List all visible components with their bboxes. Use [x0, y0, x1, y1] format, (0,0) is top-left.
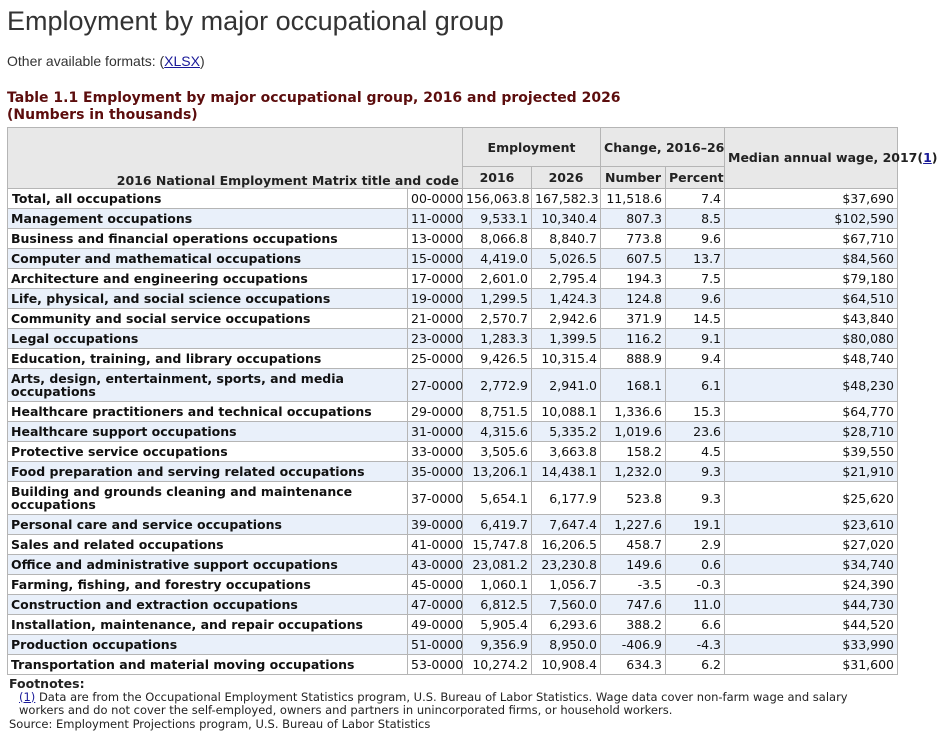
change-number: 523.8: [601, 482, 666, 515]
employment-2016: 1,299.5: [463, 289, 532, 309]
employment-2026: 7,647.4: [532, 515, 601, 535]
table-row: [8, 555, 898, 575]
change-percent: -4.3: [666, 635, 725, 655]
occupation-code: 47-0000: [408, 595, 463, 615]
change-number: 388.2: [601, 615, 666, 635]
footnotes: [9, 677, 894, 731]
employment-2016: 1,060.1: [463, 575, 532, 595]
employment-2026: 10,340.4: [532, 209, 601, 229]
change-number: 747.6: [601, 595, 666, 615]
occupation-title: Healthcare practitioners and technical occupations: [8, 402, 408, 422]
employment-table: [7, 127, 938, 675]
table-caption: [7, 90, 897, 124]
change-percent: 19.1: [666, 515, 725, 535]
change-number: 634.3: [601, 655, 666, 675]
employment-2026: 2,795.4: [532, 269, 601, 289]
occupation-title: Arts, design, entertainment, sports, and media occupations: [8, 369, 408, 402]
table-row: [8, 482, 898, 515]
occupation-title: Education, training, and library occupations: [8, 349, 408, 369]
employment-2016: 4,315.6: [463, 422, 532, 442]
median-wage: $23,610: [725, 515, 898, 535]
employment-2026: 10,908.4: [532, 655, 601, 675]
occupation-title: Installation, maintenance, and repair occupations: [8, 615, 408, 635]
table-row: [8, 655, 898, 675]
median-wage: $28,710: [725, 422, 898, 442]
header-2026: 2026: [532, 167, 601, 189]
median-wage: $33,990: [725, 635, 898, 655]
employment-2026: 2,941.0: [532, 369, 601, 402]
page-title: Employment by major occupational group: [7, 6, 504, 36]
change-number: 116.2: [601, 329, 666, 349]
employment-2016: 10,274.2: [463, 655, 532, 675]
occupation-title: Food preparation and serving related occupations: [8, 462, 408, 482]
occupation-code: 11-0000: [408, 209, 463, 229]
table-row: [8, 595, 898, 615]
change-number: 607.5: [601, 249, 666, 269]
table-row: [8, 442, 898, 462]
change-percent: 13.7: [666, 249, 725, 269]
formats-prefix: Other available formats: (: [7, 53, 165, 69]
occupation-title: Transportation and material moving occupations: [8, 655, 408, 675]
table-row: [8, 249, 898, 269]
change-number: 168.1: [601, 369, 666, 402]
occupation-code: 31-0000: [408, 422, 463, 442]
footnotes-heading: Footnotes:: [9, 676, 85, 691]
occupation-title: Architecture and engineering occupations: [8, 269, 408, 289]
median-wage: $48,230: [725, 369, 898, 402]
median-wage: $64,510: [725, 289, 898, 309]
employment-2016: 5,654.1: [463, 482, 532, 515]
occupation-title: Protective service occupations: [8, 442, 408, 462]
occupation-code: 39-0000: [408, 515, 463, 535]
table-body: [8, 189, 898, 675]
change-number: 149.6: [601, 555, 666, 575]
change-percent: 7.5: [666, 269, 725, 289]
change-percent: 0.6: [666, 555, 725, 575]
employment-2016: 9,426.5: [463, 349, 532, 369]
change-number: 773.8: [601, 229, 666, 249]
occupation-code: 27-0000: [408, 369, 463, 402]
footnote-1-ref[interactable]: (1): [19, 689, 36, 704]
employment-2026: 1,399.5: [532, 329, 601, 349]
table-row: [8, 349, 898, 369]
change-percent: 7.4: [666, 189, 725, 209]
header-median-wage: [725, 128, 938, 189]
employment-2026: 16,206.5: [532, 535, 601, 555]
change-number: 888.9: [601, 349, 666, 369]
occupation-code: 33-0000: [408, 442, 463, 462]
median-wage: $25,620: [725, 482, 898, 515]
employment-2026: 8,840.7: [532, 229, 601, 249]
occupation-code: 13-0000: [408, 229, 463, 249]
occupation-title: Computer and mathematical occupations: [8, 249, 408, 269]
occupation-code: 15-0000: [408, 249, 463, 269]
table-row: [8, 515, 898, 535]
table-row: [8, 229, 898, 249]
table-caption-title: Table 1.1 Employment by major occupational group, 2016 and projected 2026: [7, 90, 621, 106]
occupation-code: 21-0000: [408, 309, 463, 329]
change-percent: 9.1: [666, 329, 725, 349]
footnote-1: [9, 691, 894, 718]
employment-2016: 23,081.2: [463, 555, 532, 575]
header-change: Change, 2016–26: [601, 128, 725, 167]
occupation-title: Personal care and service occupations: [8, 515, 408, 535]
employment-2016: 9,356.9: [463, 635, 532, 655]
change-percent: 9.3: [666, 462, 725, 482]
occupation-code: 23-0000: [408, 329, 463, 349]
median-wage: $21,910: [725, 462, 898, 482]
occupation-code: 29-0000: [408, 402, 463, 422]
table-caption-units: (Numbers in thousands): [7, 107, 198, 123]
change-percent: 6.2: [666, 655, 725, 675]
change-percent: 9.6: [666, 229, 725, 249]
table-row: [8, 269, 898, 289]
header-employment: Employment: [463, 128, 601, 167]
wage-ref-close: ): [931, 150, 938, 165]
change-number: 124.8: [601, 289, 666, 309]
table-row: [8, 369, 898, 402]
employment-2016: 1,283.3: [463, 329, 532, 349]
median-wage: $102,590: [725, 209, 898, 229]
occupation-code: 45-0000: [408, 575, 463, 595]
employment-2016: 4,419.0: [463, 249, 532, 269]
table-row: [8, 462, 898, 482]
table-row: [8, 635, 898, 655]
median-wage: $79,180: [725, 269, 898, 289]
median-wage: $64,770: [725, 402, 898, 422]
median-wage: $27,020: [725, 535, 898, 555]
change-number: 1,019.6: [601, 422, 666, 442]
employment-2016: 8,751.5: [463, 402, 532, 422]
change-percent: 6.6: [666, 615, 725, 635]
occupation-code: 17-0000: [408, 269, 463, 289]
change-percent: 4.5: [666, 442, 725, 462]
occupation-code: 00-0000: [408, 189, 463, 209]
table-row: [8, 289, 898, 309]
occupation-title: Legal occupations: [8, 329, 408, 349]
footnote-1-link[interactable]: 1: [923, 150, 932, 165]
employment-2016: 2,601.0: [463, 269, 532, 289]
median-wage: $31,600: [725, 655, 898, 675]
change-percent: 8.5: [666, 209, 725, 229]
change-number: 194.3: [601, 269, 666, 289]
occupation-title: Management occupations: [8, 209, 408, 229]
employment-2026: 7,560.0: [532, 595, 601, 615]
employment-2026: 8,950.0: [532, 635, 601, 655]
median-wage: $44,730: [725, 595, 898, 615]
employment-2016: 15,747.8: [463, 535, 532, 555]
change-number: 458.7: [601, 535, 666, 555]
employment-2026: 167,582.3: [532, 189, 601, 209]
source-note: Source: Employment Projections program, U.S. Bureau of Labor Statistics: [9, 716, 431, 731]
table-row: [8, 615, 898, 635]
table-row: [8, 189, 898, 209]
occupation-code: 53-0000: [408, 655, 463, 675]
change-number: 1,232.0: [601, 462, 666, 482]
change-number: 1,336.6: [601, 402, 666, 422]
median-wage: $37,690: [725, 189, 898, 209]
occupation-title: Business and financial operations occupations: [8, 229, 408, 249]
employment-2016: 2,772.9: [463, 369, 532, 402]
occupation-code: 43-0000: [408, 555, 463, 575]
employment-2026: 14,438.1: [532, 462, 601, 482]
median-wage: $48,740: [725, 349, 898, 369]
employment-2026: 10,315.4: [532, 349, 601, 369]
change-number: -3.5: [601, 575, 666, 595]
formats-suffix: ): [199, 53, 205, 69]
occupation-code: 35-0000: [408, 462, 463, 482]
change-number: -406.9: [601, 635, 666, 655]
occupation-title: Production occupations: [8, 635, 408, 655]
change-number: 158.2: [601, 442, 666, 462]
employment-2026: 2,942.6: [532, 309, 601, 329]
employment-2026: 6,293.6: [532, 615, 601, 635]
employment-2016: 6,419.7: [463, 515, 532, 535]
employment-2016: 3,505.6: [463, 442, 532, 462]
employment-2026: 6,177.9: [532, 482, 601, 515]
xlsx-link[interactable]: XLSX: [164, 53, 200, 69]
median-wage: $43,840: [725, 309, 898, 329]
change-percent: 15.3: [666, 402, 725, 422]
median-wage: $24,390: [725, 575, 898, 595]
footnote-1-text: Data are from the Occupational Employment Statistics program, U.S. Bureau of Labor Statistics. Wage data cover non-farm wage and salary workers and do not cover the self-employed, owners and partners in unincorporated firms, or household workers.: [19, 689, 848, 717]
median-wage: $80,080: [725, 329, 898, 349]
employment-2016: 5,905.4: [463, 615, 532, 635]
occupation-code: 19-0000: [408, 289, 463, 309]
header-row-1: [8, 128, 898, 167]
occupation-title: Sales and related occupations: [8, 535, 408, 555]
employment-2026: 1,424.3: [532, 289, 601, 309]
change-number: 371.9: [601, 309, 666, 329]
table-row: [8, 575, 898, 595]
change-percent: 9.6: [666, 289, 725, 309]
change-number: 11,518.6: [601, 189, 666, 209]
occupation-code: 51-0000: [408, 635, 463, 655]
employment-2026: 1,056.7: [532, 575, 601, 595]
employment-2016: 8,066.8: [463, 229, 532, 249]
employment-2016: 156,063.8: [463, 189, 532, 209]
occupation-title: Community and social service occupations: [8, 309, 408, 329]
table-row: [8, 422, 898, 442]
employment-2016: 13,206.1: [463, 462, 532, 482]
employment-2016: 6,812.5: [463, 595, 532, 615]
occupation-title: Healthcare support occupations: [8, 422, 408, 442]
table-row: [8, 329, 898, 349]
occupation-title: Building and grounds cleaning and maintenance occupations: [8, 482, 408, 515]
occupation-code: 25-0000: [408, 349, 463, 369]
occupation-code: 49-0000: [408, 615, 463, 635]
employment-2026: 10,088.1: [532, 402, 601, 422]
change-number: 807.3: [601, 209, 666, 229]
header-median-wage-label: Median annual wage, 2017: [728, 150, 918, 165]
change-percent: 14.5: [666, 309, 725, 329]
occupation-code: 41-0000: [408, 535, 463, 555]
change-number: 1,227.6: [601, 515, 666, 535]
median-wage: $44,520: [725, 615, 898, 635]
occupation-title: Farming, fishing, and forestry occupations: [8, 575, 408, 595]
occupation-title: Construction and extraction occupations: [8, 595, 408, 615]
employment-2016: 9,533.1: [463, 209, 532, 229]
change-percent: 6.1: [666, 369, 725, 402]
occupation-code: 37-0000: [408, 482, 463, 515]
occupation-title: Office and administrative support occupations: [8, 555, 408, 575]
employment-2026: 3,663.8: [532, 442, 601, 462]
change-percent: 2.9: [666, 535, 725, 555]
employment-2026: 5,335.2: [532, 422, 601, 442]
median-wage: $39,550: [725, 442, 898, 462]
employment-2026: 23,230.8: [532, 555, 601, 575]
header-2016: 2016: [463, 167, 532, 189]
table-row: [8, 309, 898, 329]
change-percent: 23.6: [666, 422, 725, 442]
employment-2026: 5,026.5: [532, 249, 601, 269]
occupation-title: Life, physical, and social science occupations: [8, 289, 408, 309]
median-wage: $67,710: [725, 229, 898, 249]
header-percent: Percent: [666, 167, 725, 189]
wage-ref-open: (: [917, 150, 924, 165]
median-wage: $84,560: [725, 249, 898, 269]
header-title-code: 2016 National Employment Matrix title and code: [8, 128, 463, 189]
median-wage: $34,740: [725, 555, 898, 575]
change-percent: 9.4: [666, 349, 725, 369]
header-number: Number: [601, 167, 666, 189]
occupation-title: Total, all occupations: [8, 189, 408, 209]
table-row: [8, 535, 898, 555]
change-percent: -0.3: [666, 575, 725, 595]
other-formats: [7, 53, 205, 69]
table-row: [8, 209, 898, 229]
change-percent: 11.0: [666, 595, 725, 615]
change-percent: 9.3: [666, 482, 725, 515]
employment-2016: 2,570.7: [463, 309, 532, 329]
table-row: [8, 402, 898, 422]
